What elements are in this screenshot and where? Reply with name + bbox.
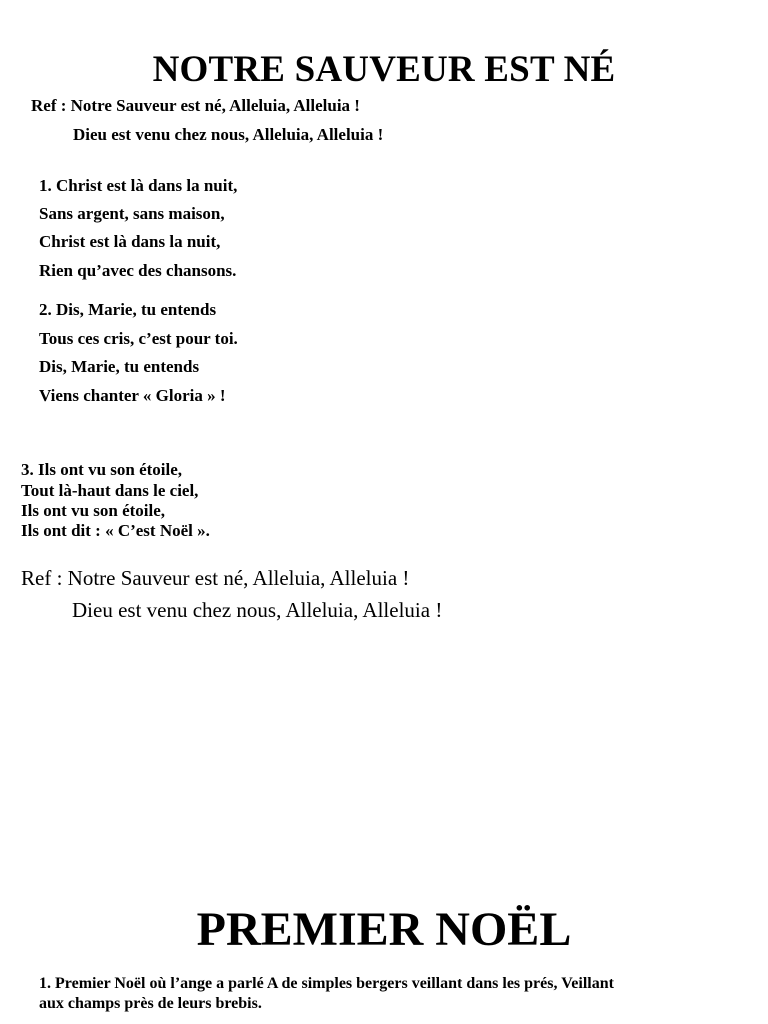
refrain-line: Dieu est venu chez nous, Alleluia, Alleluia ! — [73, 125, 384, 144]
verse-line: 3. Ils ont vu son étoile, — [21, 460, 183, 479]
verse-line: Tous ces cris, c’est pour toi. — [39, 329, 238, 348]
verse-line: Christ est là dans la nuit, — [39, 232, 221, 251]
verse-line: Sans argent, sans maison, — [39, 204, 225, 223]
song-title: PREMIER NOËL — [196, 903, 572, 956]
refrain-line: Ref : Notre Sauveur est né, Alleluia, Alleluia ! — [31, 96, 360, 115]
verse-line: Rien qu’avec des chansons. — [39, 261, 237, 280]
verse-line: Ils ont vu son étoile, — [21, 501, 166, 520]
refrain-line: Dieu est venu chez nous, Alleluia, Alleluia ! — [72, 598, 443, 622]
verse-line: Ils ont dit : « C’est Noël ». — [21, 521, 210, 540]
refrain-line: Ref : Notre Sauveur est né, Alleluia, Alleluia ! — [21, 566, 410, 590]
verse-line: 1. Christ est là dans la nuit, — [39, 176, 238, 195]
verse-paragraph: 1. Premier Noël où l’ange a parlé A de simples bergers veillant dans les prés, Veillant aux champs près de leurs brebis. — [39, 975, 614, 1012]
verse-line: Tout là-haut dans le ciel, — [21, 481, 199, 500]
verse-line: Dis, Marie, tu entends — [39, 357, 200, 376]
verse-line: Viens chanter « Gloria » ! — [39, 386, 226, 405]
verse-line: 2. Dis, Marie, tu entends — [39, 300, 217, 319]
song-title: NOTRE SAUVEUR EST NÉ — [152, 49, 616, 90]
